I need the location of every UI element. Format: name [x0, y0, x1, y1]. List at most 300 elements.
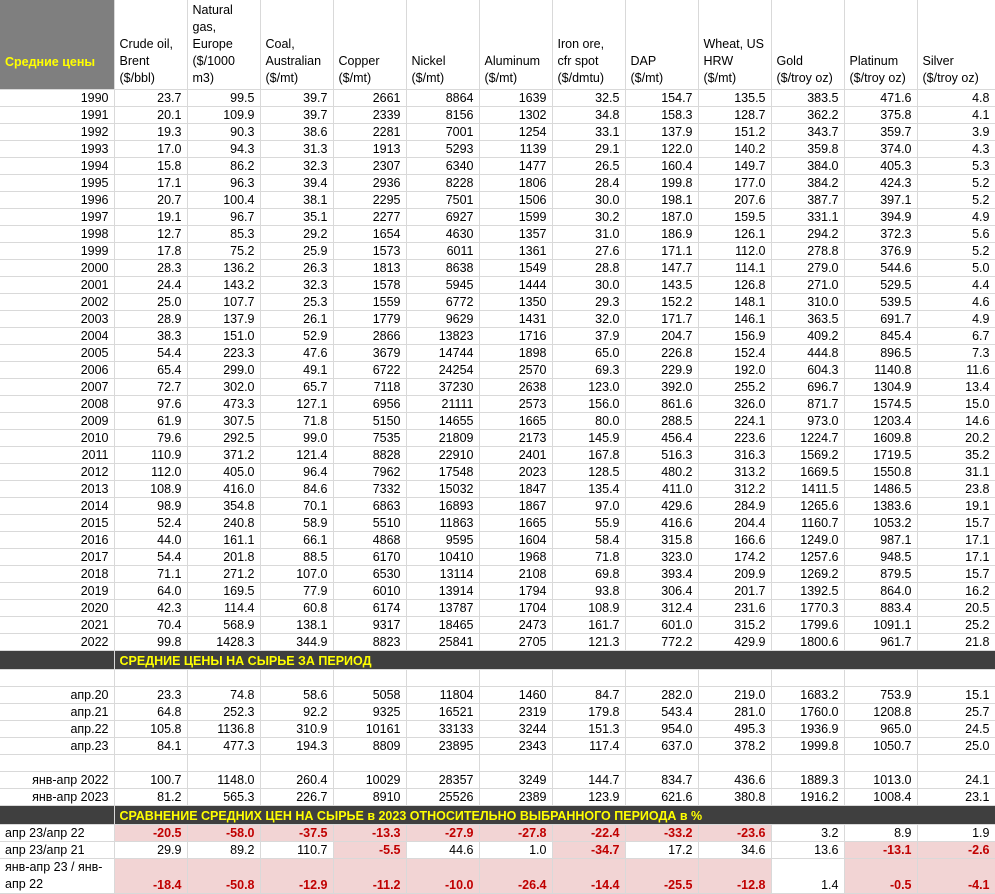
- row-label[interactable]: 2014: [0, 498, 114, 515]
- row-label[interactable]: 2013: [0, 481, 114, 498]
- value-cell[interactable]: 149.7: [698, 158, 771, 175]
- row-label[interactable]: апр 23/апр 22: [0, 825, 114, 842]
- value-cell[interactable]: 24.5: [917, 721, 995, 738]
- value-cell[interactable]: 14655: [406, 413, 479, 430]
- value-cell[interactable]: 13914: [406, 583, 479, 600]
- row-label[interactable]: 2012: [0, 464, 114, 481]
- value-cell[interactable]: 1704: [479, 600, 552, 617]
- value-cell[interactable]: 224.1: [698, 413, 771, 430]
- row-label[interactable]: 2015: [0, 515, 114, 532]
- value-cell[interactable]: 411.0: [625, 481, 698, 498]
- value-cell[interactable]: -4.1: [917, 859, 995, 894]
- value-cell[interactable]: 2473: [479, 617, 552, 634]
- value-cell[interactable]: 344.9: [260, 634, 333, 651]
- blank-cell[interactable]: [333, 755, 406, 772]
- value-cell[interactable]: -5.5: [333, 842, 406, 859]
- value-cell[interactable]: 3.2: [771, 825, 844, 842]
- value-cell[interactable]: 12.7: [114, 226, 187, 243]
- value-cell[interactable]: 19.1: [917, 498, 995, 515]
- value-cell[interactable]: 39.7: [260, 90, 333, 107]
- value-cell[interactable]: 25.3: [260, 294, 333, 311]
- value-cell[interactable]: 25.0: [917, 738, 995, 755]
- value-cell[interactable]: 44.0: [114, 532, 187, 549]
- value-cell[interactable]: 5058: [333, 687, 406, 704]
- value-cell[interactable]: 17.8: [114, 243, 187, 260]
- value-cell[interactable]: 306.4: [625, 583, 698, 600]
- blank-cell[interactable]: [771, 755, 844, 772]
- value-cell[interactable]: 568.9: [187, 617, 260, 634]
- value-cell[interactable]: 22910: [406, 447, 479, 464]
- value-cell[interactable]: 2173: [479, 430, 552, 447]
- value-cell[interactable]: 32.3: [260, 158, 333, 175]
- value-cell[interactable]: 1913: [333, 141, 406, 158]
- value-cell[interactable]: 383.5: [771, 90, 844, 107]
- value-cell[interactable]: 126.8: [698, 277, 771, 294]
- value-cell[interactable]: 6863: [333, 498, 406, 515]
- value-cell[interactable]: 315.2: [698, 617, 771, 634]
- value-cell[interactable]: 171.1: [625, 243, 698, 260]
- value-cell[interactable]: 409.2: [771, 328, 844, 345]
- value-cell[interactable]: 480.2: [625, 464, 698, 481]
- value-cell[interactable]: 1578: [333, 277, 406, 294]
- value-cell[interactable]: 27.6: [552, 243, 625, 260]
- value-cell[interactable]: 294.2: [771, 226, 844, 243]
- value-cell[interactable]: 1550.8: [844, 464, 917, 481]
- value-cell[interactable]: 604.3: [771, 362, 844, 379]
- corner-label-cell[interactable]: Средние цены: [0, 0, 114, 90]
- value-cell[interactable]: 1460: [479, 687, 552, 704]
- value-cell[interactable]: 159.5: [698, 209, 771, 226]
- value-cell[interactable]: -13.3: [333, 825, 406, 842]
- value-cell[interactable]: 112.0: [114, 464, 187, 481]
- row-label[interactable]: 1999: [0, 243, 114, 260]
- value-cell[interactable]: 84.7: [552, 687, 625, 704]
- value-cell[interactable]: 343.7: [771, 124, 844, 141]
- blank-cell[interactable]: [406, 755, 479, 772]
- value-cell[interactable]: 7001: [406, 124, 479, 141]
- value-cell[interactable]: 429.6: [625, 498, 698, 515]
- value-cell[interactable]: 8228: [406, 175, 479, 192]
- value-cell[interactable]: 691.7: [844, 311, 917, 328]
- value-cell[interactable]: 1091.1: [844, 617, 917, 634]
- value-cell[interactable]: 223.6: [698, 430, 771, 447]
- value-cell[interactable]: 7.3: [917, 345, 995, 362]
- blank-cell[interactable]: [479, 755, 552, 772]
- value-cell[interactable]: 8864: [406, 90, 479, 107]
- value-cell[interactable]: 3249: [479, 772, 552, 789]
- value-cell[interactable]: 89.2: [187, 842, 260, 859]
- value-cell[interactable]: 6174: [333, 600, 406, 617]
- value-cell[interactable]: 20.7: [114, 192, 187, 209]
- value-cell[interactable]: 226.7: [260, 789, 333, 806]
- value-cell[interactable]: 393.4: [625, 566, 698, 583]
- value-cell[interactable]: 42.3: [114, 600, 187, 617]
- value-cell[interactable]: 288.5: [625, 413, 698, 430]
- value-cell[interactable]: 32.5: [552, 90, 625, 107]
- value-cell[interactable]: 471.6: [844, 90, 917, 107]
- value-cell[interactable]: 204.7: [625, 328, 698, 345]
- column-header[interactable]: [479, 0, 552, 90]
- value-cell[interactable]: 140.2: [698, 141, 771, 158]
- value-cell[interactable]: 17.2: [625, 842, 698, 859]
- blank-cell[interactable]: [187, 755, 260, 772]
- value-cell[interactable]: 4.3: [917, 141, 995, 158]
- value-cell[interactable]: 363.5: [771, 311, 844, 328]
- row-label[interactable]: 2000: [0, 260, 114, 277]
- value-cell[interactable]: -33.2: [625, 825, 698, 842]
- value-cell[interactable]: 37.9: [552, 328, 625, 345]
- value-cell[interactable]: 1599: [479, 209, 552, 226]
- value-cell[interactable]: 1350: [479, 294, 552, 311]
- value-cell[interactable]: 58.4: [552, 532, 625, 549]
- value-cell[interactable]: 70.4: [114, 617, 187, 634]
- value-cell[interactable]: 1794: [479, 583, 552, 600]
- value-cell[interactable]: 1716: [479, 328, 552, 345]
- blank-cell[interactable]: [625, 755, 698, 772]
- row-label[interactable]: 1992: [0, 124, 114, 141]
- value-cell[interactable]: 80.0: [552, 413, 625, 430]
- value-cell[interactable]: 5.2: [917, 192, 995, 209]
- value-cell[interactable]: 100.7: [114, 772, 187, 789]
- value-cell[interactable]: 1770.3: [771, 600, 844, 617]
- value-cell[interactable]: 6927: [406, 209, 479, 226]
- value-cell[interactable]: 307.5: [187, 413, 260, 430]
- value-cell[interactable]: 29.9: [114, 842, 187, 859]
- value-cell[interactable]: 28.3: [114, 260, 187, 277]
- value-cell[interactable]: 6772: [406, 294, 479, 311]
- value-cell[interactable]: 20.1: [114, 107, 187, 124]
- value-cell[interactable]: 961.7: [844, 634, 917, 651]
- value-cell[interactable]: 4.1: [917, 107, 995, 124]
- value-cell[interactable]: 240.8: [187, 515, 260, 532]
- value-cell[interactable]: 1008.4: [844, 789, 917, 806]
- value-cell[interactable]: 1760.0: [771, 704, 844, 721]
- value-cell[interactable]: 1799.6: [771, 617, 844, 634]
- value-cell[interactable]: 71.8: [260, 413, 333, 430]
- value-cell[interactable]: 374.0: [844, 141, 917, 158]
- value-cell[interactable]: 13823: [406, 328, 479, 345]
- value-cell[interactable]: 65.0: [552, 345, 625, 362]
- value-cell[interactable]: 1665: [479, 515, 552, 532]
- value-cell[interactable]: 96.3: [187, 175, 260, 192]
- value-cell[interactable]: 292.5: [187, 430, 260, 447]
- value-cell[interactable]: 405.3: [844, 158, 917, 175]
- value-cell[interactable]: 9317: [333, 617, 406, 634]
- value-cell[interactable]: 326.0: [698, 396, 771, 413]
- value-cell[interactable]: 8809: [333, 738, 406, 755]
- value-cell[interactable]: 19.1: [114, 209, 187, 226]
- value-cell[interactable]: -22.4: [552, 825, 625, 842]
- value-cell[interactable]: 278.8: [771, 243, 844, 260]
- value-cell[interactable]: 883.4: [844, 600, 917, 617]
- value-cell[interactable]: 32.0: [552, 311, 625, 328]
- value-cell[interactable]: 14.6: [917, 413, 995, 430]
- value-cell[interactable]: 26.3: [260, 260, 333, 277]
- value-cell[interactable]: 1269.2: [771, 566, 844, 583]
- value-cell[interactable]: -12.8: [698, 859, 771, 894]
- value-cell[interactable]: 1559: [333, 294, 406, 311]
- value-cell[interactable]: 1053.2: [844, 515, 917, 532]
- value-cell[interactable]: 25526: [406, 789, 479, 806]
- value-cell[interactable]: -50.8: [187, 859, 260, 894]
- value-cell[interactable]: -13.1: [844, 842, 917, 859]
- value-cell[interactable]: 21111: [406, 396, 479, 413]
- value-cell[interactable]: 973.0: [771, 413, 844, 430]
- value-cell[interactable]: 156.9: [698, 328, 771, 345]
- value-cell[interactable]: 5.2: [917, 243, 995, 260]
- value-cell[interactable]: 160.4: [625, 158, 698, 175]
- value-cell[interactable]: 97.6: [114, 396, 187, 413]
- value-cell[interactable]: 20.2: [917, 430, 995, 447]
- value-cell[interactable]: 123.0: [552, 379, 625, 396]
- value-cell[interactable]: 58.9: [260, 515, 333, 532]
- value-cell[interactable]: 4.8: [917, 90, 995, 107]
- value-cell[interactable]: 25.0: [114, 294, 187, 311]
- row-label[interactable]: 1996: [0, 192, 114, 209]
- value-cell[interactable]: 1383.6: [844, 498, 917, 515]
- value-cell[interactable]: 108.9: [552, 600, 625, 617]
- value-cell[interactable]: 2277: [333, 209, 406, 226]
- row-label[interactable]: 1997: [0, 209, 114, 226]
- blank-cell[interactable]: [187, 670, 260, 687]
- value-cell[interactable]: 25.9: [260, 243, 333, 260]
- value-cell[interactable]: 495.3: [698, 721, 771, 738]
- row-label[interactable]: 1993: [0, 141, 114, 158]
- value-cell[interactable]: 65.7: [260, 379, 333, 396]
- value-cell[interactable]: 199.8: [625, 175, 698, 192]
- value-cell[interactable]: 198.1: [625, 192, 698, 209]
- value-cell[interactable]: 4.9: [917, 311, 995, 328]
- value-cell[interactable]: 223.3: [187, 345, 260, 362]
- value-cell[interactable]: 1806: [479, 175, 552, 192]
- row-label[interactable]: 2016: [0, 532, 114, 549]
- value-cell[interactable]: 114.1: [698, 260, 771, 277]
- value-cell[interactable]: 13.4: [917, 379, 995, 396]
- value-cell[interactable]: 397.1: [844, 192, 917, 209]
- value-cell[interactable]: 186.9: [625, 226, 698, 243]
- value-cell[interactable]: 954.0: [625, 721, 698, 738]
- value-cell[interactable]: 2023: [479, 464, 552, 481]
- value-cell[interactable]: 6956: [333, 396, 406, 413]
- value-cell[interactable]: 4.4: [917, 277, 995, 294]
- value-cell[interactable]: 6010: [333, 583, 406, 600]
- value-cell[interactable]: 252.3: [187, 704, 260, 721]
- value-cell[interactable]: 5.2: [917, 175, 995, 192]
- value-cell[interactable]: 15032: [406, 481, 479, 498]
- value-cell[interactable]: 34.6: [698, 842, 771, 859]
- value-cell[interactable]: 516.3: [625, 447, 698, 464]
- value-cell[interactable]: 1867: [479, 498, 552, 515]
- value-cell[interactable]: 84.6: [260, 481, 333, 498]
- value-cell[interactable]: 81.2: [114, 789, 187, 806]
- value-cell[interactable]: 1304.9: [844, 379, 917, 396]
- value-cell[interactable]: 362.2: [771, 107, 844, 124]
- blank-cell[interactable]: [698, 755, 771, 772]
- value-cell[interactable]: 3244: [479, 721, 552, 738]
- value-cell[interactable]: 15.1: [917, 687, 995, 704]
- value-cell[interactable]: 24254: [406, 362, 479, 379]
- value-cell[interactable]: 1609.8: [844, 430, 917, 447]
- value-cell[interactable]: 209.9: [698, 566, 771, 583]
- value-cell[interactable]: 1569.2: [771, 447, 844, 464]
- value-cell[interactable]: 1257.6: [771, 549, 844, 566]
- value-cell[interactable]: 23.7: [114, 90, 187, 107]
- value-cell[interactable]: 86.2: [187, 158, 260, 175]
- value-cell[interactable]: 20.5: [917, 600, 995, 617]
- value-cell[interactable]: 207.6: [698, 192, 771, 209]
- value-cell[interactable]: 15.7: [917, 566, 995, 583]
- blank-cell[interactable]: [260, 755, 333, 772]
- value-cell[interactable]: 84.1: [114, 738, 187, 755]
- value-cell[interactable]: 1.4: [771, 859, 844, 894]
- value-cell[interactable]: 17.1: [917, 549, 995, 566]
- value-cell[interactable]: 1140.8: [844, 362, 917, 379]
- blank-cell[interactable]: [114, 755, 187, 772]
- value-cell[interactable]: 1999.8: [771, 738, 844, 755]
- value-cell[interactable]: 18465: [406, 617, 479, 634]
- value-cell[interactable]: 299.0: [187, 362, 260, 379]
- row-label[interactable]: 2022: [0, 634, 114, 651]
- row-label[interactable]: 2001: [0, 277, 114, 294]
- value-cell[interactable]: 1254: [479, 124, 552, 141]
- value-cell[interactable]: 100.4: [187, 192, 260, 209]
- value-cell[interactable]: 16.2: [917, 583, 995, 600]
- value-cell[interactable]: 156.0: [552, 396, 625, 413]
- value-cell[interactable]: 147.7: [625, 260, 698, 277]
- value-cell[interactable]: 179.8: [552, 704, 625, 721]
- value-cell[interactable]: 312.2: [698, 481, 771, 498]
- row-label[interactable]: янв-апр 23 / янв-апр 22: [0, 859, 114, 894]
- blank-cell[interactable]: [260, 670, 333, 687]
- row-label[interactable]: 2020: [0, 600, 114, 617]
- value-cell[interactable]: 70.1: [260, 498, 333, 515]
- value-cell[interactable]: 879.5: [844, 566, 917, 583]
- value-cell[interactable]: 146.1: [698, 311, 771, 328]
- value-cell[interactable]: 5945: [406, 277, 479, 294]
- value-cell[interactable]: 1136.8: [187, 721, 260, 738]
- value-cell[interactable]: -25.5: [625, 859, 698, 894]
- value-cell[interactable]: 112.0: [698, 243, 771, 260]
- value-cell[interactable]: 11863: [406, 515, 479, 532]
- value-cell[interactable]: 23.3: [114, 687, 187, 704]
- value-cell[interactable]: 169.5: [187, 583, 260, 600]
- value-cell[interactable]: 123.9: [552, 789, 625, 806]
- value-cell[interactable]: 271.0: [771, 277, 844, 294]
- value-cell[interactable]: 30.0: [552, 277, 625, 294]
- value-cell[interactable]: 271.2: [187, 566, 260, 583]
- value-cell[interactable]: 152.2: [625, 294, 698, 311]
- value-cell[interactable]: 34.8: [552, 107, 625, 124]
- row-label[interactable]: 2018: [0, 566, 114, 583]
- value-cell[interactable]: 359.7: [844, 124, 917, 141]
- value-cell[interactable]: 284.9: [698, 498, 771, 515]
- value-cell[interactable]: 7962: [333, 464, 406, 481]
- row-label[interactable]: янв-апр 2022: [0, 772, 114, 789]
- value-cell[interactable]: 378.2: [698, 738, 771, 755]
- value-cell[interactable]: 137.9: [625, 124, 698, 141]
- value-cell[interactable]: 39.7: [260, 107, 333, 124]
- value-cell[interactable]: 5.3: [917, 158, 995, 175]
- row-label[interactable]: 2005: [0, 345, 114, 362]
- value-cell[interactable]: 1361: [479, 243, 552, 260]
- value-cell[interactable]: 1224.7: [771, 430, 844, 447]
- value-cell[interactable]: 31.1: [917, 464, 995, 481]
- value-cell[interactable]: 1249.0: [771, 532, 844, 549]
- value-cell[interactable]: 99.5: [187, 90, 260, 107]
- value-cell[interactable]: 117.4: [552, 738, 625, 755]
- value-cell[interactable]: 161.7: [552, 617, 625, 634]
- value-cell[interactable]: 5293: [406, 141, 479, 158]
- value-cell[interactable]: 31.3: [260, 141, 333, 158]
- column-header[interactable]: [552, 0, 625, 90]
- value-cell[interactable]: 71.1: [114, 566, 187, 583]
- value-cell[interactable]: 1444: [479, 277, 552, 294]
- value-cell[interactable]: 380.8: [698, 789, 771, 806]
- value-cell[interactable]: 135.5: [698, 90, 771, 107]
- row-label[interactable]: 2006: [0, 362, 114, 379]
- value-cell[interactable]: 21809: [406, 430, 479, 447]
- value-cell[interactable]: 323.0: [625, 549, 698, 566]
- value-cell[interactable]: 948.5: [844, 549, 917, 566]
- value-cell[interactable]: 416.0: [187, 481, 260, 498]
- value-cell[interactable]: 145.9: [552, 430, 625, 447]
- value-cell[interactable]: 10161: [333, 721, 406, 738]
- value-cell[interactable]: 861.6: [625, 396, 698, 413]
- value-cell[interactable]: 565.3: [187, 789, 260, 806]
- value-cell[interactable]: 3679: [333, 345, 406, 362]
- column-header[interactable]: [187, 0, 260, 90]
- value-cell[interactable]: 17.1: [917, 532, 995, 549]
- blank-cell[interactable]: [625, 670, 698, 687]
- column-header[interactable]: [333, 0, 406, 90]
- value-cell[interactable]: 26.1: [260, 311, 333, 328]
- value-cell[interactable]: 1549: [479, 260, 552, 277]
- column-header[interactable]: [698, 0, 771, 90]
- value-cell[interactable]: 1779: [333, 311, 406, 328]
- value-cell[interactable]: 64.0: [114, 583, 187, 600]
- value-cell[interactable]: 24.1: [917, 772, 995, 789]
- value-cell[interactable]: 110.7: [260, 842, 333, 859]
- value-cell[interactable]: 61.9: [114, 413, 187, 430]
- value-cell[interactable]: 1506: [479, 192, 552, 209]
- value-cell[interactable]: 28357: [406, 772, 479, 789]
- blank-cell[interactable]: [114, 670, 187, 687]
- value-cell[interactable]: 144.7: [552, 772, 625, 789]
- value-cell[interactable]: 28.8: [552, 260, 625, 277]
- value-cell[interactable]: 1654: [333, 226, 406, 243]
- value-cell[interactable]: 436.6: [698, 772, 771, 789]
- value-cell[interactable]: 39.4: [260, 175, 333, 192]
- value-cell[interactable]: -20.5: [114, 825, 187, 842]
- value-cell[interactable]: 2339: [333, 107, 406, 124]
- value-cell[interactable]: 17.0: [114, 141, 187, 158]
- row-label[interactable]: 2004: [0, 328, 114, 345]
- value-cell[interactable]: 135.4: [552, 481, 625, 498]
- value-cell[interactable]: 375.8: [844, 107, 917, 124]
- value-cell[interactable]: 121.3: [552, 634, 625, 651]
- value-cell[interactable]: 192.0: [698, 362, 771, 379]
- value-cell[interactable]: 16893: [406, 498, 479, 515]
- value-cell[interactable]: 6011: [406, 243, 479, 260]
- value-cell[interactable]: 1431: [479, 311, 552, 328]
- row-label[interactable]: апр 23/апр 21: [0, 842, 114, 859]
- value-cell[interactable]: 753.9: [844, 687, 917, 704]
- value-cell[interactable]: 74.8: [187, 687, 260, 704]
- value-cell[interactable]: 26.5: [552, 158, 625, 175]
- value-cell[interactable]: 772.2: [625, 634, 698, 651]
- value-cell[interactable]: 1148.0: [187, 772, 260, 789]
- value-cell[interactable]: 122.0: [625, 141, 698, 158]
